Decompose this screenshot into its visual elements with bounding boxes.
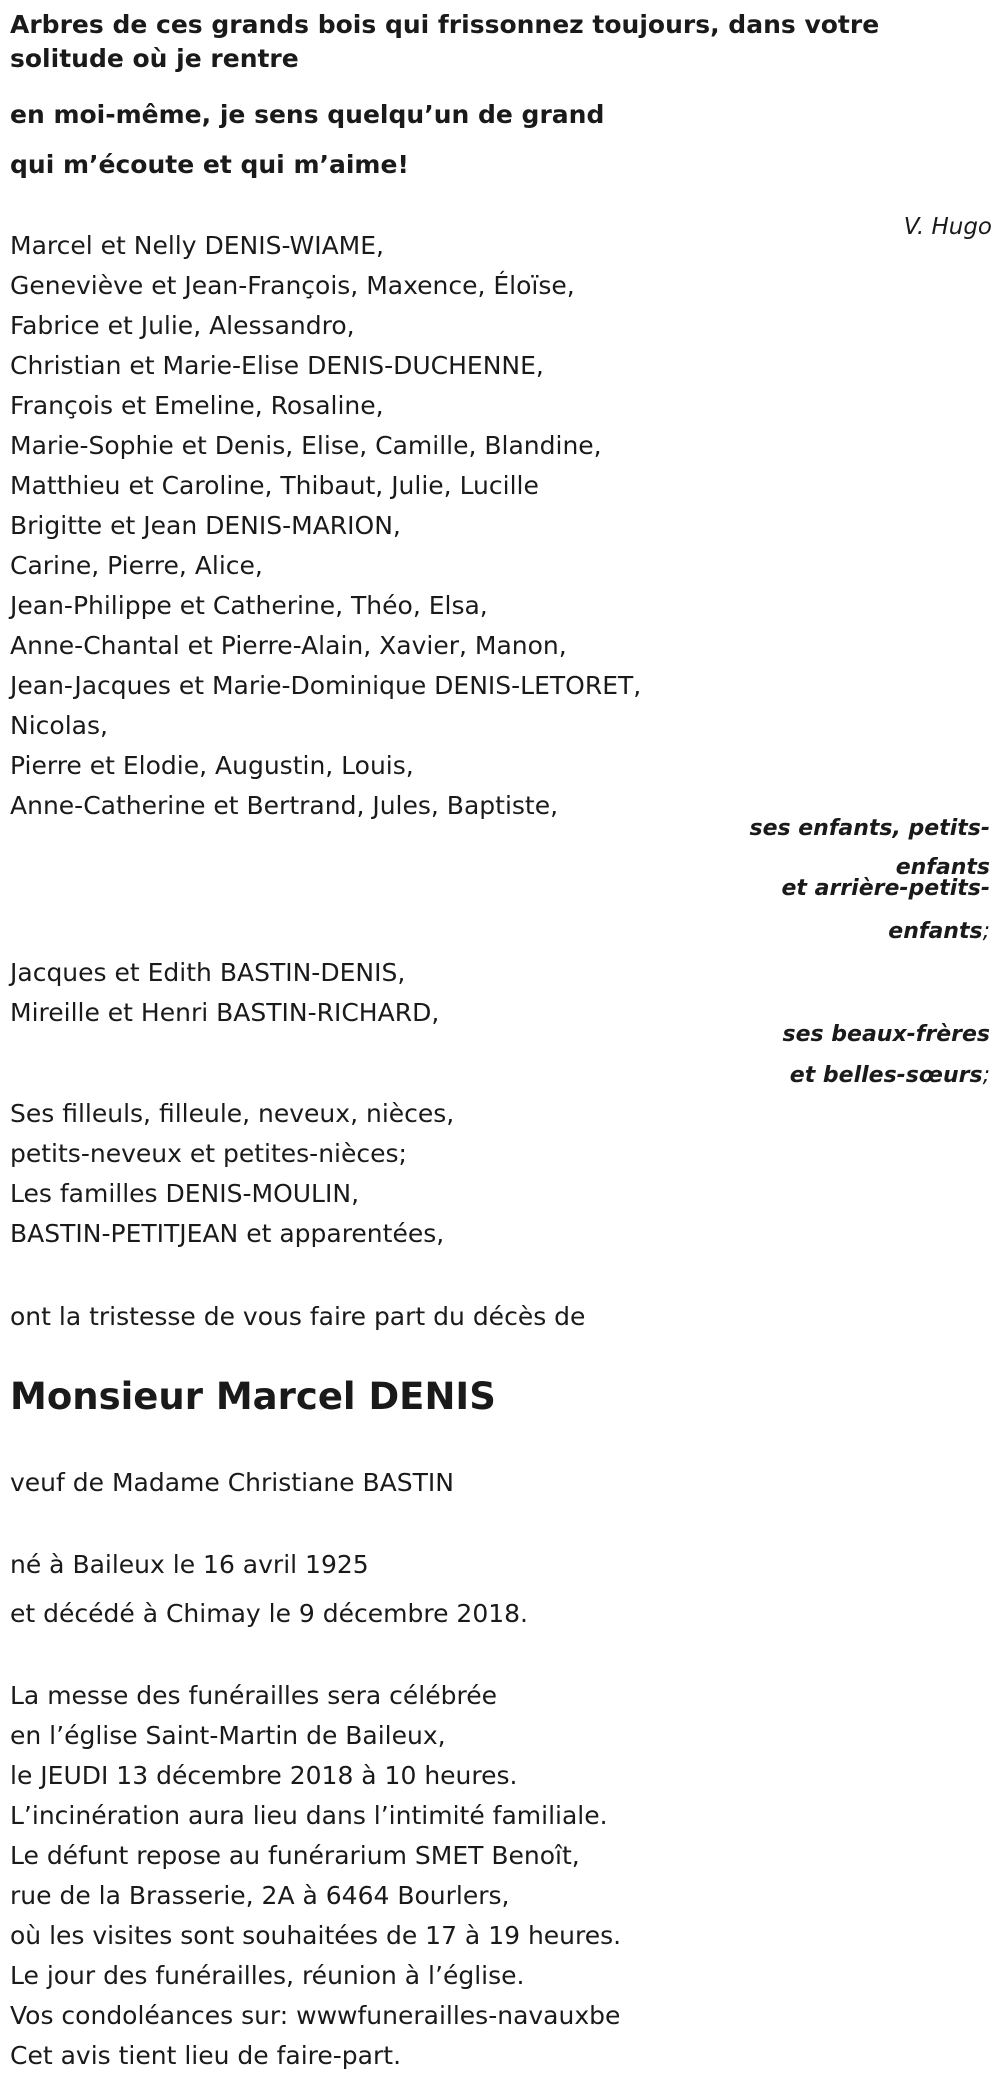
funeral-line: en l’église Saint-Martin de Baileux,	[10, 1721, 446, 1750]
deceased-name: Monsieur Marcel DENIS	[10, 1375, 496, 1418]
funeral-line: Le jour des funérailles, réunion à l’église.	[10, 1961, 525, 1990]
funeral-line: le JEUDI 13 décembre 2018 à 10 heures.	[10, 1761, 518, 1790]
family-line: Christian et Marie-Elise DENIS-DUCHENNE,	[10, 351, 544, 380]
family-line: Matthieu et Caroline, Thibaut, Julie, Lucille	[10, 471, 539, 500]
family-line: Les familles DENIS-MOULIN,	[10, 1179, 360, 1208]
inlaws-relation-line-1: ses beaux-frères	[782, 1022, 990, 1047]
children-relation-line-4	[888, 916, 990, 947]
family-line: Marie-Sophie et Denis, Elise, Camille, Blandine,	[10, 431, 602, 460]
family-line: Geneviève et Jean-François, Maxence, Éloïse,	[10, 271, 575, 300]
family-line: Mireille et Henri BASTIN-RICHARD,	[10, 998, 440, 1027]
children-relation-line-1: ses enfants, petits-	[749, 816, 990, 841]
children-relation-punct: ;	[982, 919, 990, 944]
birth-info: né à Baileux le 16 avril 1925	[10, 1550, 369, 1579]
family-line: Jacques et Edith BASTIN-DENIS,	[10, 958, 406, 987]
family-line: François et Emeline, Rosaline,	[10, 391, 384, 420]
funeral-line: La messe des funérailles sera célébrée	[10, 1681, 497, 1710]
family-line: Fabrice et Julie, Alessandro,	[10, 311, 355, 340]
family-line: Carine, Pierre, Alice,	[10, 551, 263, 580]
family-line: Jean-Philippe et Catherine, Théo, Elsa,	[10, 591, 488, 620]
inlaws-relation-line-2	[790, 1060, 990, 1091]
funeral-line: Cet avis tient lieu de faire-part.	[10, 2041, 402, 2070]
poem-line-1: Arbres de ces grands bois qui frissonnez toujours, dans votre solitude où je rentre	[10, 10, 880, 73]
poem-author: V. Hugo	[903, 214, 992, 240]
family-line: Anne-Catherine et Bertrand, Jules, Baptiste,	[10, 791, 559, 820]
family-line: Ses filleuls, filleule, neveux, nièces,	[10, 1099, 455, 1128]
death-info: et décédé à Chimay le 9 décembre 2018.	[10, 1599, 528, 1628]
family-line: Nicolas,	[10, 711, 108, 740]
funeral-line: Vos condoléances sur: wwwfunerailles-navauxbe	[10, 2001, 621, 2030]
family-line: petits-neveux et petites-nièces;	[10, 1139, 407, 1168]
funeral-line: L’incinération aura lieu dans l’intimité familiale.	[10, 1801, 608, 1830]
family-line: BASTIN-PETITJEAN et apparentées,	[10, 1219, 445, 1248]
poem-line-3: qui m’écoute et qui m’aime!	[10, 150, 409, 179]
family-line: Jean-Jacques et Marie-Dominique DENIS-LETORET,	[10, 671, 642, 700]
family-line: Anne-Chantal et Pierre-Alain, Xavier, Manon,	[10, 631, 567, 660]
widower-of: veuf de Madame Christiane BASTIN	[10, 1468, 454, 1497]
announcement-text: ont la tristesse de vous faire part du décès de	[10, 1302, 586, 1331]
inlaws-relation-punct: ;	[982, 1063, 990, 1088]
children-relation-line-3: et arrière-petits-	[781, 876, 990, 901]
family-line: Marcel et Nelly DENIS-WIAME,	[10, 231, 384, 260]
children-relation-line-2: enfants	[895, 855, 990, 880]
family-line: Brigitte et Jean DENIS-MARION,	[10, 511, 401, 540]
family-line: Pierre et Elodie, Augustin, Louis,	[10, 751, 414, 780]
funeral-line: où les visites sont souhaitées de 17 à 19 heures.	[10, 1921, 622, 1950]
funeral-line: rue de la Brasserie, 2A à 6464 Bourlers,	[10, 1881, 510, 1910]
children-relation-word: enfants	[888, 919, 983, 944]
funeral-line: Le défunt repose au funérarium SMET Benoît,	[10, 1841, 580, 1870]
poem-line-2: en moi-même, je sens quelqu’un de grand	[10, 100, 605, 129]
inlaws-relation-word: et belles-sœurs	[789, 1063, 983, 1088]
